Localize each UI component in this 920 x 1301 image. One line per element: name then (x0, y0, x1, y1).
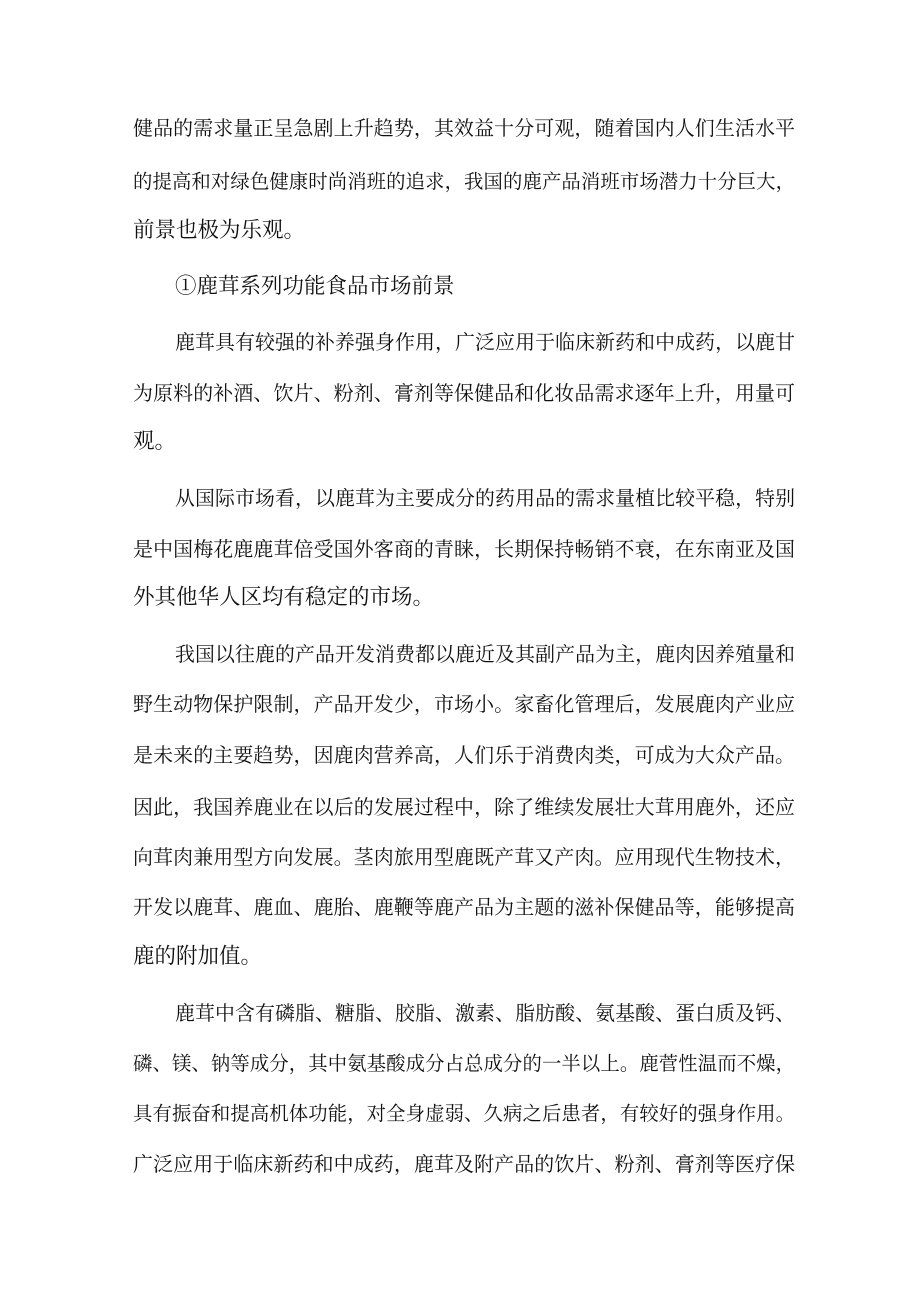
text-line: 磷、镁、钠等成分，其中氨基酸成分占总成分的一半以上。鹿菅性温而不燥， (133, 1052, 795, 1075)
text-line: 从国际市场看，以鹿茸为主要成分的药用品的需求量植比较平稳，特别 (175, 487, 795, 510)
text-line: 是中国梅花鹿鹿茸倍受国外客商的青睐，长期保持畅销不衰，在东南亚及国 (133, 537, 795, 561)
text-line: 健品的需求量正呈急剧上升趋势，其效益十分可观，随着国内人们生活水平 (133, 116, 795, 140)
text-line: 鹿茸中含有磷脂、糖脂、胶脂、激素、脂肪酸、氨基酸、蛋白质及钙、 (175, 1002, 795, 1025)
text-line: 的提高和对绿色健康时尚消班的追求，我国的鹿产品消班市场潜力十分巨大， (133, 170, 795, 193)
text-line: 前景也极为乐观。 (133, 218, 306, 243)
text-line: 鹿的附加值。 (133, 944, 263, 969)
text-line: 广泛应用于临床新药和中成药，鹿茸及附产品的饮片、粉剂、膏剂等医疗保 (133, 1152, 795, 1176)
text-line: 向茸肉兼用型方向发展。茎肉旅用型鹿既产茸又产肉。应用现代生物技术， (133, 845, 795, 869)
text-line: 因此，我国养鹿业在以后的发展过程中，除了维续发展壮大茸用鹿外，还应 (133, 795, 795, 819)
text-line: 开发以鹿茸、鹿血、鹿胎、鹿鞭等鹿产品为主题的滋补保健品等，能够提高 (133, 895, 795, 919)
heading-text: ①鹿茸系列功能食品市场前景 (175, 274, 455, 299)
text-line: 具有振奋和提高机体功能，对全身虚弱、久病之后患者，有较好的强身作用。 (133, 1102, 795, 1125)
text-line: 鹿茸具有较强的补养强身作用，广泛应用于临床新药和中成药，以鹿甘 (175, 331, 795, 354)
text-line: 为原料的补酒、饮片、粉剂、膏剂等保健品和化妆品需求逐年上升，用量可 (133, 381, 795, 405)
text-line: 野生动物保护限制，产品开发少，市场小。家畜化管理后，发展鹿肉产业应 (133, 692, 795, 716)
text-line: 观。 (133, 429, 177, 454)
text-line: 是未来的主要趋势，因鹿肉营养高，人们乐于消费肉类，可成为大众产品。 (133, 743, 795, 767)
text-line: 外其他华人区均有稳定的市场。 (133, 585, 435, 610)
text-line: 我国以往鹿的产品开发消费都以鹿近及其副产品为主，鹿肉因养殖量和 (175, 643, 795, 666)
